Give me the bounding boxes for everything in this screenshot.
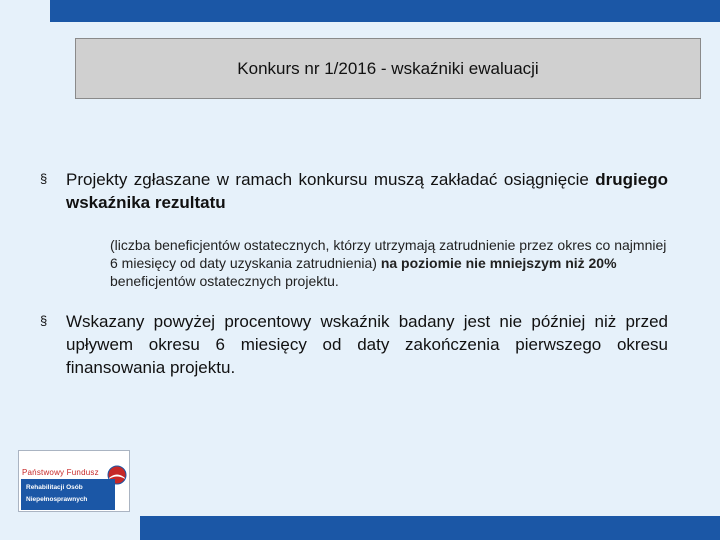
top-accent-bar bbox=[50, 0, 720, 22]
bullet-subtext bbox=[110, 236, 670, 290]
bullet-item-2 bbox=[40, 310, 668, 379]
logo-line-2: Rehabilitacji Osób bbox=[26, 484, 83, 491]
bullet-item-1 bbox=[40, 168, 668, 290]
pfron-logo bbox=[18, 450, 130, 512]
logo-band bbox=[21, 479, 115, 510]
bullet-text bbox=[66, 168, 668, 214]
bullet-text: Wskazany powyżej procentowy wskaźnik badany jest nie później niż przed upływem okresu 6 miesięcy od daty zakończenia pierwszego okresu finansowania projektu. bbox=[66, 312, 668, 377]
bullet-text-normal: Projekty zgłaszane w ramach konkursu muszą zakładać osiągnięcie bbox=[66, 170, 596, 189]
subtext-normal-2: beneficjentów ostatecznych projektu. bbox=[110, 273, 339, 289]
bullet-marker-icon: § bbox=[40, 171, 48, 186]
subtext-normal-1: (liczba beneficjentów ostatecznych, którzy utrzymają zatrudnienie przez okres co najmniej 6 miesięcy od daty uzyskania zatrudnienia) bbox=[110, 237, 667, 271]
logo-line-3: Niepełnosprawnych bbox=[26, 496, 88, 503]
slide-title: Konkurs nr 1/2016 - wskaźniki ewaluacji bbox=[237, 58, 539, 78]
bullet-text-bold: drugiego wskaźnika rezultatu bbox=[66, 170, 668, 212]
bottom-accent-bar bbox=[140, 516, 720, 540]
title-box bbox=[75, 38, 701, 99]
subtext-bold: na poziomie nie mniejszym niż 20% bbox=[380, 255, 617, 271]
logo-line-1: Państwowy Fundusz bbox=[22, 468, 99, 477]
bullet-marker-icon: § bbox=[40, 313, 48, 328]
